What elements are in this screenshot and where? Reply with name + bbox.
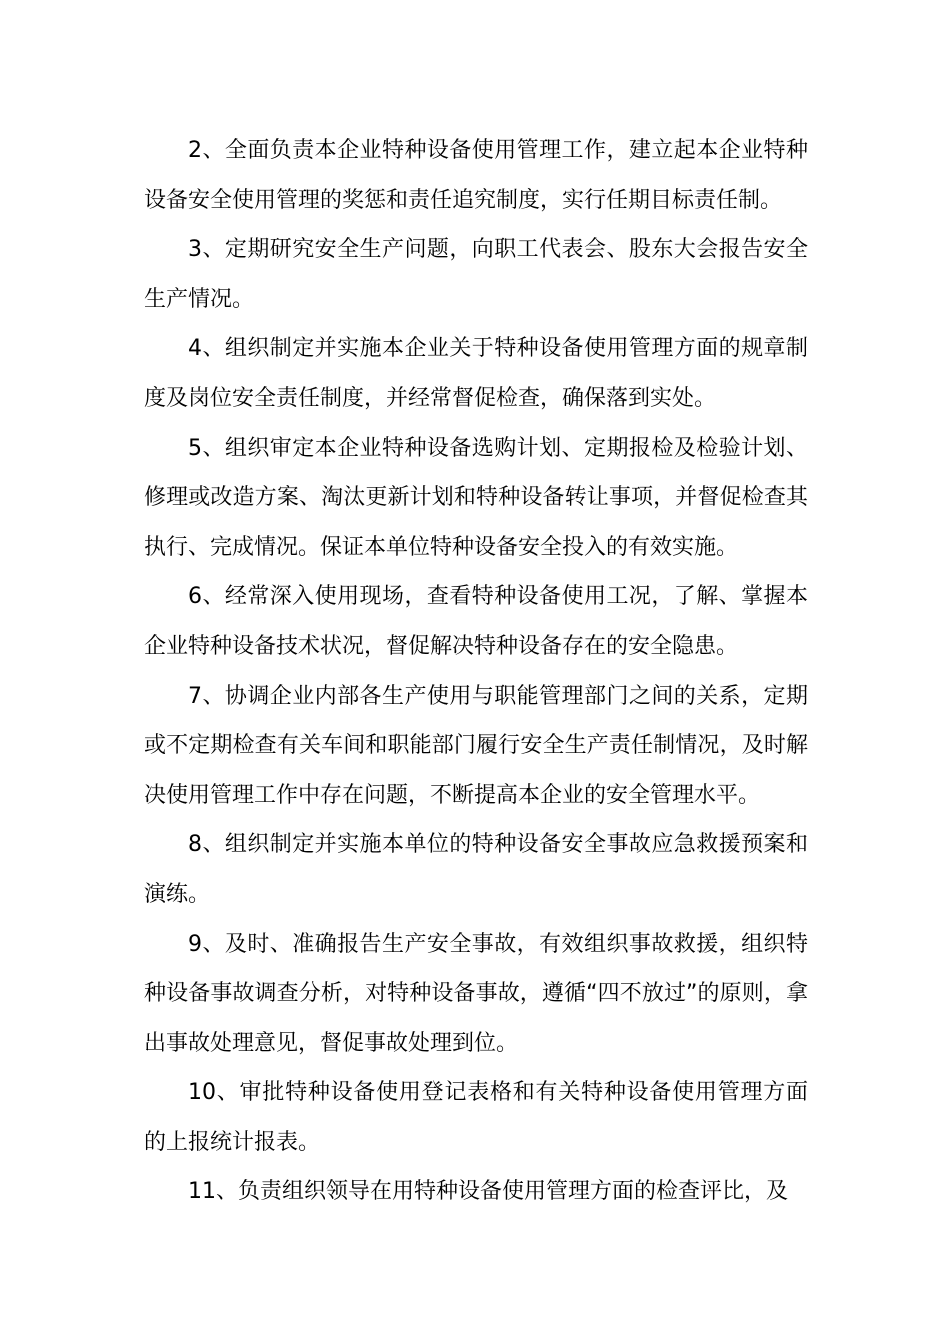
paragraph-item-7: 7、协调企业内部各生产使用与职能管理部门之间的关系，定期或不定期检查有关车间和职能部门履行安全生产责任制情况，及时解决使用管理工作中存在问题，不断提高本企业的安全管理水平。 (144, 683, 808, 808)
paragraph-item-10: 10、审批特种设备使用登记表格和有关特种设备使用管理方面的上报统计报表。 (144, 1080, 808, 1155)
paragraph-item-9: 9、及时、准确报告生产安全事故，有效组织事故救援，组织特种设备事故调查分析，对特种设备事故，遵循“四不放过”的原则，拿出事故处理意见，督促事故处理到位。 (144, 931, 808, 1056)
paragraph-item-4: 4、组织制定并实施本企业关于特种设备使用管理方面的规章制度及岗位安全责任制度，并经常督促检查，确保落到实处。 (144, 336, 808, 411)
document-body (144, 126, 808, 1217)
paragraph-item-6: 6、经常深入使用现场，查看特种设备使用工况，了解、掌握本企业特种设备技术状况，督促解决特种设备存在的安全隐患。 (144, 584, 808, 659)
paragraph-item-8: 8、组织制定并实施本单位的特种设备安全事故应急救援预案和演练。 (144, 832, 808, 907)
paragraph-item-5: 5、组织审定本企业特种设备选购计划、定期报检及检验计划、修理或改造方案、淘汰更新计划和特种设备转让事项，并督促检查其执行、完成情况。保证本单位特种设备安全投入的有效实施。 (144, 435, 808, 560)
paragraph-item-3: 3、定期研究安全生产问题，向职工代表会、股东大会报告安全生产情况。 (144, 237, 808, 312)
paragraph-item-2: 2、全面负责本企业特种设备使用管理工作，建立起本企业特种设备安全使用管理的奖惩和责任追究制度，实行任期目标责任制。 (144, 138, 808, 213)
paragraph-item-11: 11、负责组织领导在用特种设备使用管理方面的检查评比，及 (188, 1179, 788, 1205)
